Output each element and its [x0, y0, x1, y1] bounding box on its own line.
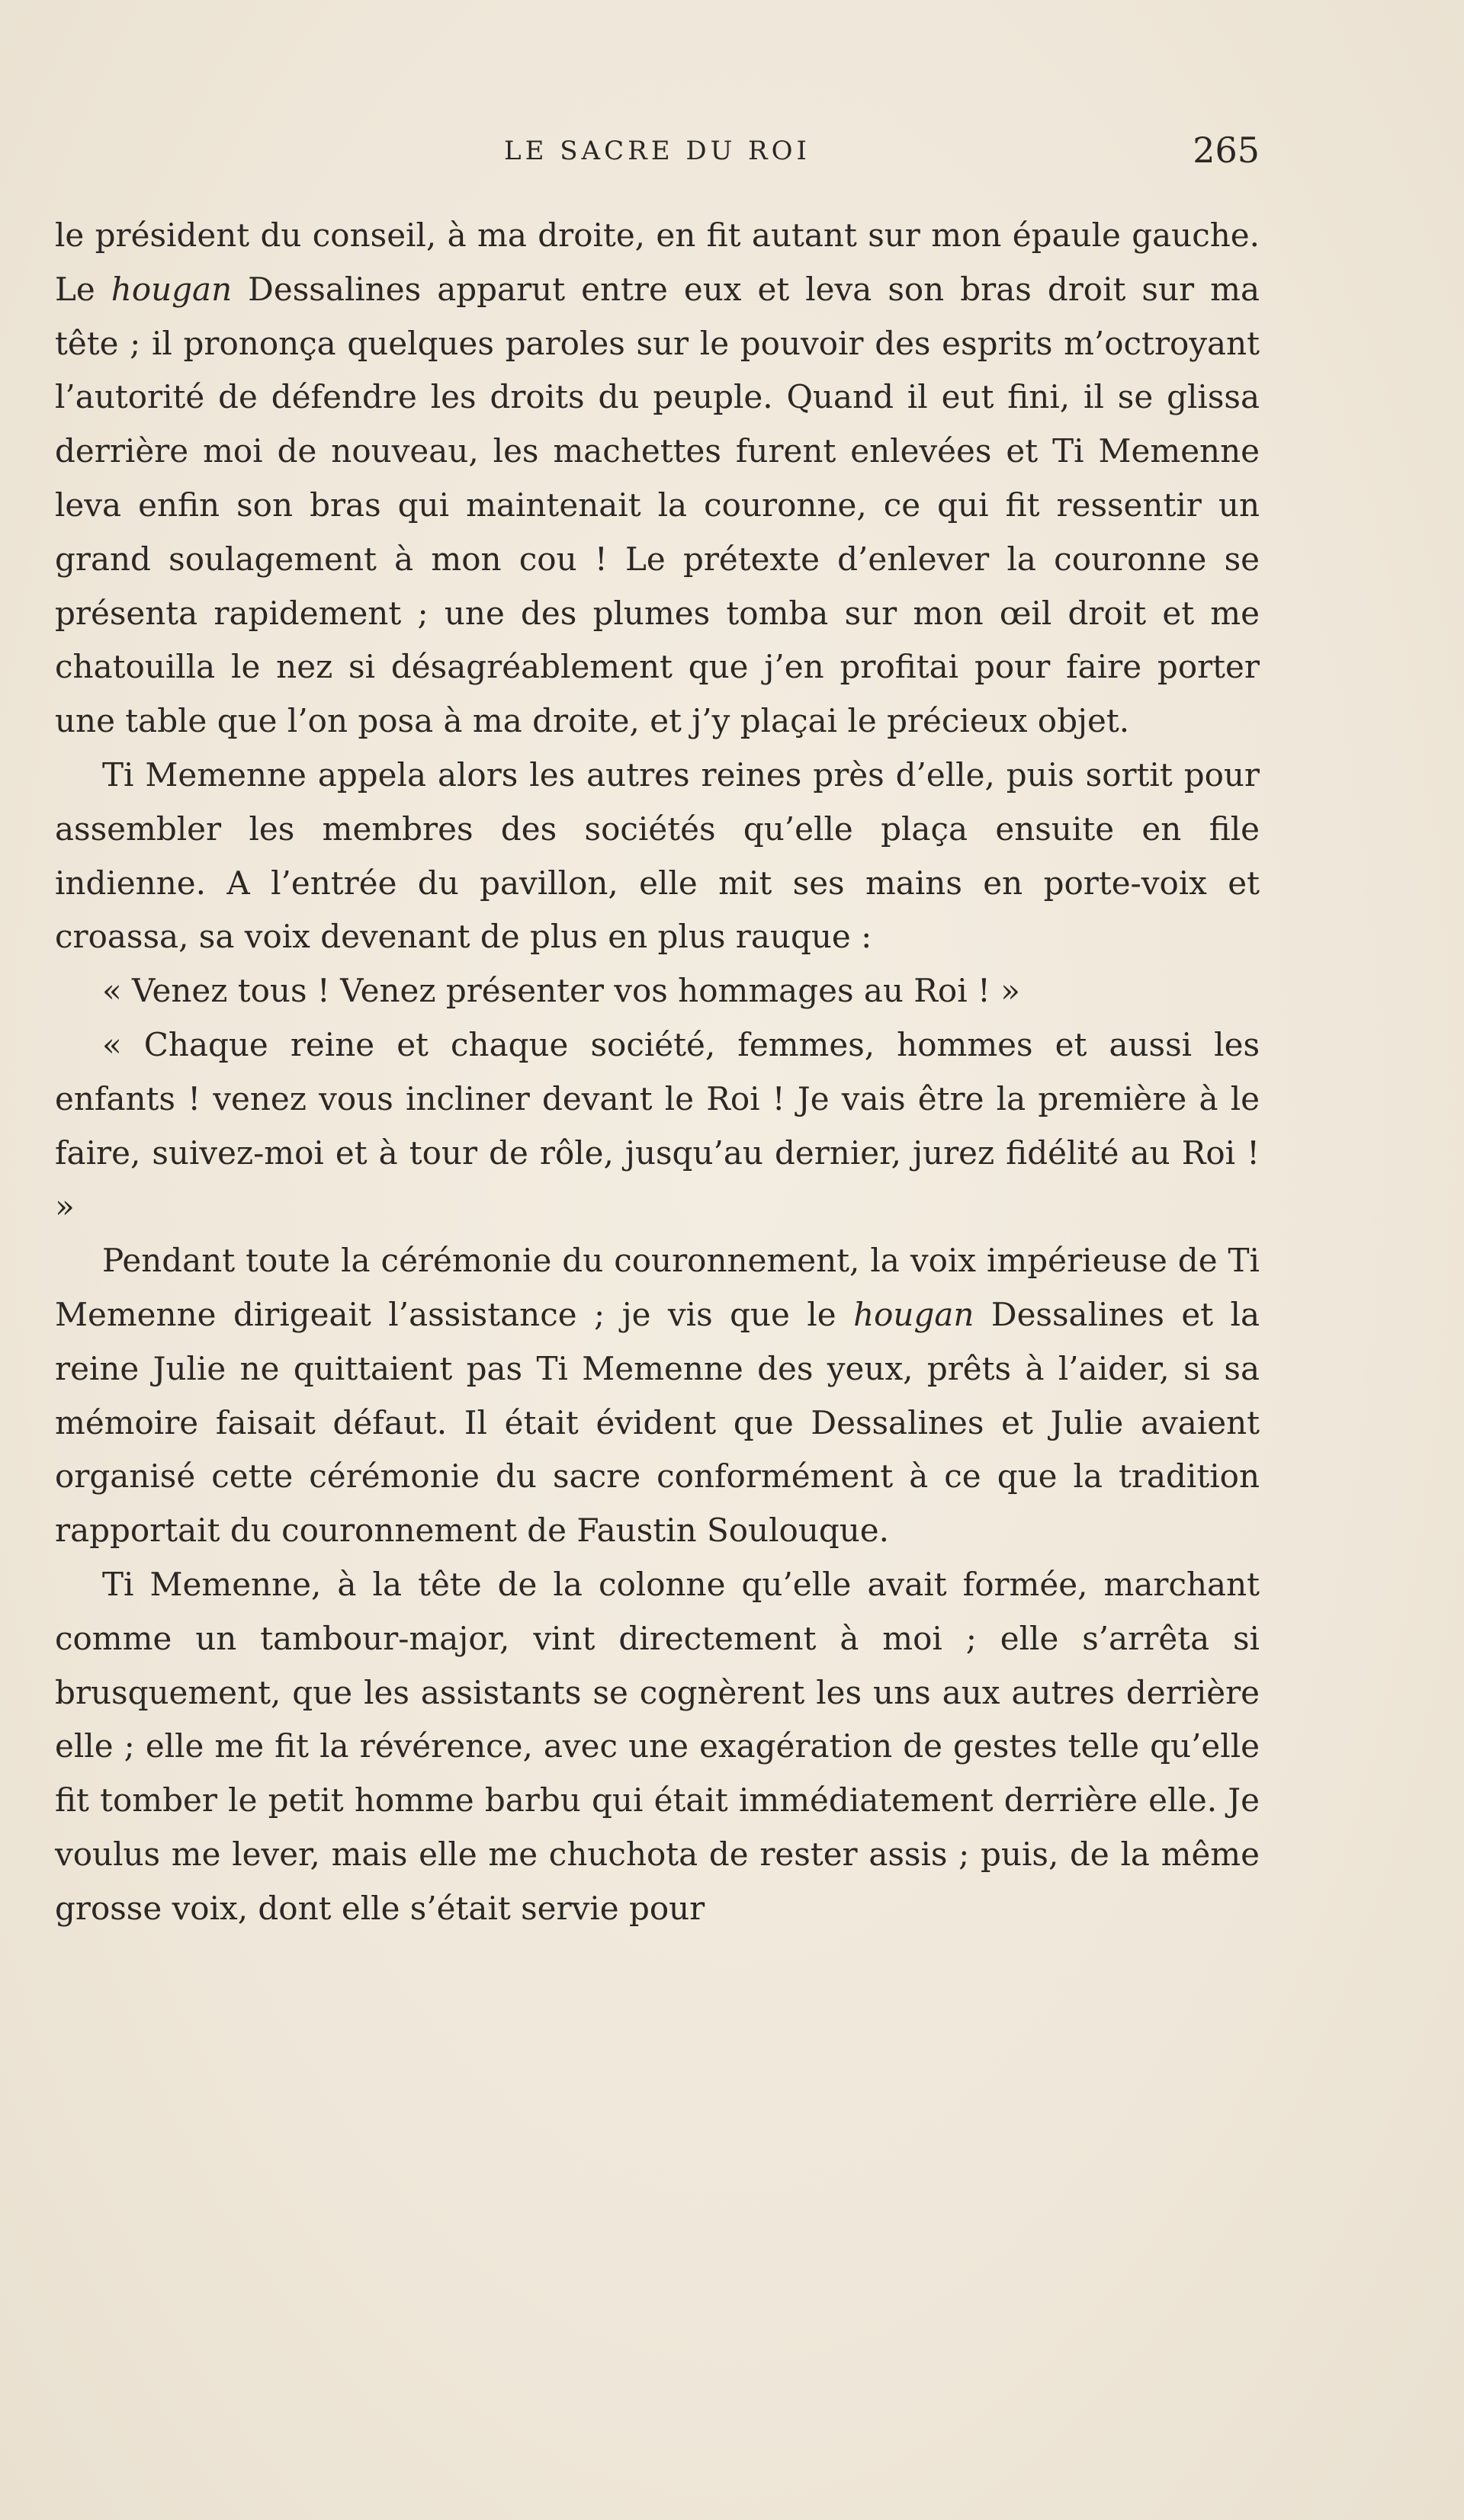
paragraph-1-part-a: le président du conseil, à ma droite, en fit autant sur mon épaule gauche. Le — [55, 216, 1260, 308]
paragraph-1 — [55, 209, 1260, 749]
paragraph-4: « Chaque reine et chaque société, femmes, hommes et aussi les enfants ! venez vous incliner devant le Roi ! Je vais être la première à le faire, suivez-moi et à tour de rôle, jusqu’au dernier, jurez fidélité au Roi ! » — [55, 1025, 1260, 1226]
running-head — [55, 122, 1260, 183]
text-block — [55, 122, 1260, 1936]
hougan-term: hougan — [853, 1295, 974, 1333]
paragraph-5 — [55, 1234, 1260, 1558]
running-title: LE SACRE DU ROI — [504, 136, 811, 166]
page-number: 265 — [1193, 130, 1260, 171]
paragraph-6: Ti Memenne, à la tête de la colonne qu’elle avait formée, marchant comme un tambour-major, vint directement à moi ; elle s’arrêta si brusquement, que les assistants se cognèrent les uns aux autres derrière elle ; elle me fit la révérence, avec une exagération de gestes telle qu’elle fit tomber le petit homme barbu qui était immédiatement derrière elle. Je voulus me lever, mais elle me chuchota de rester assis ; puis, de la même grosse voix, dont elle s’était servie pour — [55, 1565, 1260, 1927]
paragraph-3: « Venez tous ! Venez présenter vos hommages au Roi ! » — [102, 972, 1020, 1010]
paragraph-1-part-c: Dessalines apparut entre eux et leva son bras droit sur ma tête ; il prononça quelques paroles sur le pouvoir des esprits m’octroyant l’autorité de défendre les droits du peuple. Quand il eut fini, il se glissa derrière moi de nouveau, les machettes furent enlevées et Ti Memenne leva enfin son bras qui maintenait la couronne, ce qui fit ressentir un grand soulagement à mon cou ! Le prétexte d’enlever la couronne se présenta rapidement ; une des plumes tomba sur mon œil droit et me chatouilla le nez si désagréablement que j’en profitai pour faire porter une table que l’on posa à ma droite, et j’y plaçai le précieux objet. — [55, 270, 1260, 740]
paragraph-5-part-c: Dessalines et la reine Julie ne quittaient pas Ti Memenne des yeux, prêts à l’aider, si sa mémoire faisait défaut. Il était évident que Dessalines et Julie avaient organisé cette cérémonie du sacre conformément à ce que la tradition rapportait du couronnement de Faustin Soulouque. — [55, 1295, 1260, 1550]
paragraph-5-part-a: Pendant toute la cérémonie du couronnement, la voix impérieuse de Ti Memenne dirigeait l’assistance ; je vis que le — [55, 1242, 1260, 1333]
paragraph-2: Ti Memenne appela alors les autres reines près d’elle, puis sortit pour assembler les membres des sociétés qu’elle plaça ensuite en file indienne. A l’entrée du pavillon, elle mit ses mains en porte-voix et croassa, sa voix devenant de plus en plus rauque : — [55, 755, 1260, 956]
hougan-term: hougan — [111, 270, 233, 308]
